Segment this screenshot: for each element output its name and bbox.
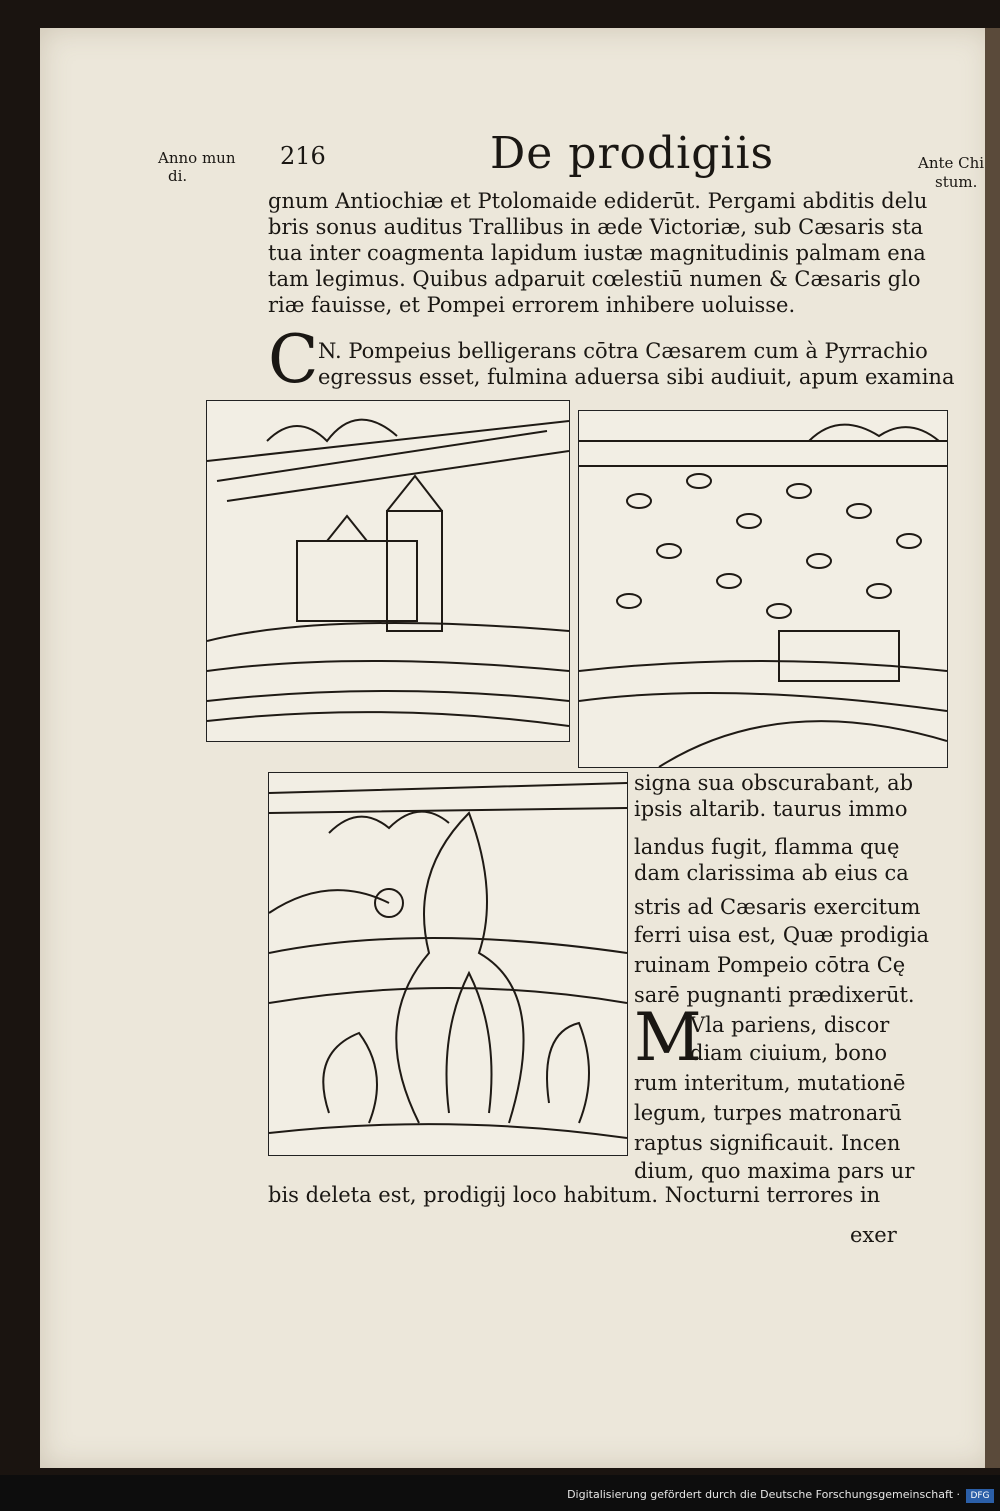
text-line: diam ciuium, bono	[690, 1041, 888, 1065]
fire-woodcut	[268, 772, 628, 1156]
dfg-logo-icon: DFG	[966, 1489, 994, 1503]
text-line: riæ fauisse, et Pompei errorem inhibere uoluisse.	[268, 293, 796, 317]
text-line: raptus significauit. Incen	[634, 1131, 901, 1155]
text-line: Vla pariens, discor	[690, 1013, 890, 1037]
drop-cap: C	[268, 321, 319, 398]
text-line: sarē pugnanti prædixerūt.	[634, 983, 915, 1007]
catchword: exer	[850, 1223, 897, 1247]
text-line: legum, turpes matronarū	[634, 1101, 902, 1125]
text-line: tam legimus. Quibus adparuit cœlestiū numen & Cæsaris glo	[268, 267, 921, 291]
text-line: N. Pompeius belligerans cōtra Cæsarem cum à Pyrrachio	[318, 339, 928, 363]
text-line: signa sua obscurabant, ab	[634, 771, 914, 795]
right-margin-note-2: stum.	[935, 173, 978, 191]
text-line: gnum Antiochiæ et Ptolomaide ediderūt. Pergami abditis delu	[268, 189, 928, 213]
text-line: egressus esset, fulmina aduersa sibi audiuit, apum examina	[318, 365, 955, 389]
right-margin-note-1: Ante Chi	[918, 154, 985, 172]
text-line: ipsis altarib. taurus immo	[634, 797, 908, 821]
text-line: bis deleta est, prodigij loco habitum. Nocturni terrores in	[268, 1183, 881, 1207]
text-line: dam clarissima ab eius ca	[634, 861, 909, 885]
text-line: ferri uisa est, Quæ prodigia	[634, 923, 929, 947]
text-line: bris sonus auditus Trallibus in æde Victoriæ, sub Cæsaris sta	[268, 215, 924, 239]
footer-bar	[0, 1475, 1000, 1511]
castle-woodcut	[206, 400, 570, 742]
bees-woodcut	[578, 410, 948, 768]
text-line: landus fugit, flamma quę	[634, 835, 900, 859]
text-line: ruinam Pompeio cōtra Cę	[634, 953, 906, 977]
page-title: De prodigiis	[490, 128, 775, 179]
text-line: tua inter coagmenta lapidum iustæ magnitudinis palmam ena	[268, 241, 926, 265]
page-number: 216	[280, 142, 326, 170]
funding-notice: Digitalisierung gefördert durch die Deutsche Forschungsgemeinschaft ·	[567, 1488, 960, 1501]
left-margin-note-1: Anno mun	[158, 149, 236, 167]
text-line: rum interitum, mutationē	[634, 1071, 906, 1095]
drop-cap: M	[634, 999, 702, 1076]
left-margin-note-2: di.	[168, 167, 188, 185]
page-edge	[985, 28, 1000, 1468]
text-line: stris ad Cæsaris exercitum	[634, 895, 921, 919]
text-line: dium, quo maxima pars ur	[634, 1159, 915, 1183]
